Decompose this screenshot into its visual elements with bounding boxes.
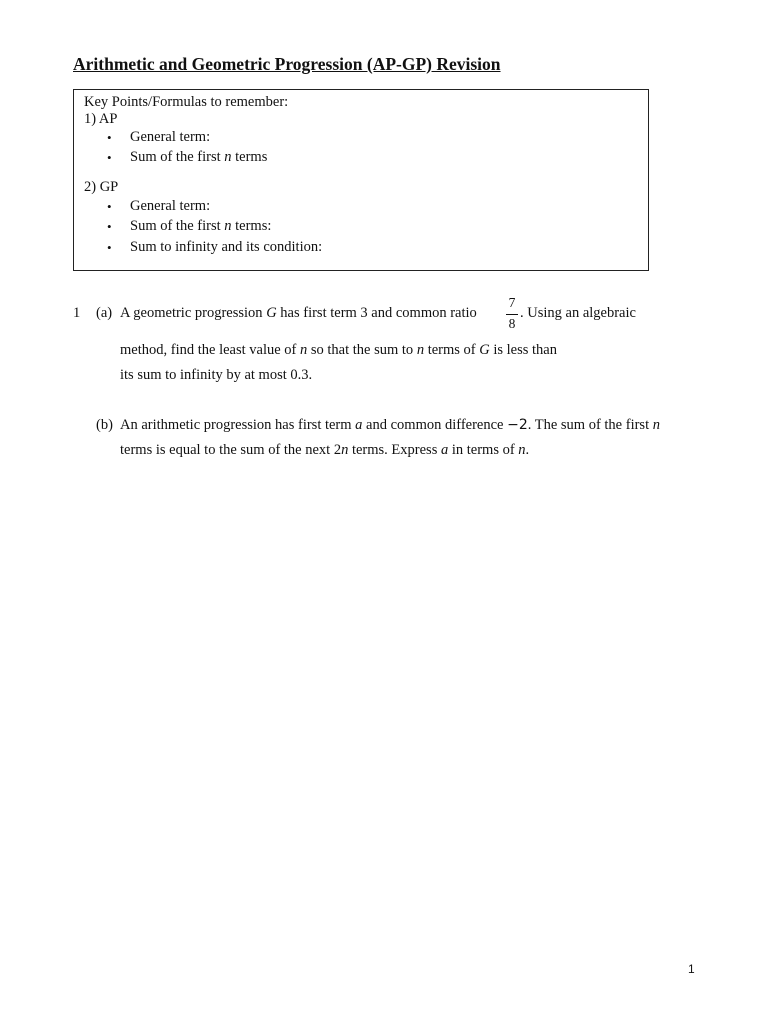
key-points-box	[73, 89, 649, 271]
key-points-heading: Key Points/Formulas to remember:	[84, 94, 289, 110]
bullet-icon: •	[107, 199, 112, 214]
ap-label: 1) AP	[84, 111, 118, 127]
question-number: 1	[73, 305, 81, 321]
part-b-label: (b)	[96, 417, 113, 433]
gp-label: 2) GP	[84, 179, 119, 195]
part-a-line3: its sum to infinity by at most 0.3.	[120, 367, 313, 383]
gp-sum-n-terms: Sum of the first n terms:	[130, 218, 272, 234]
part-a-line1-end: . Using an algebraic	[520, 305, 636, 321]
fraction-numerator: 7	[508, 295, 516, 310]
ap-sum-n-terms: Sum of the first n terms	[130, 149, 268, 165]
gp-general-term: General term:	[130, 198, 211, 214]
part-a-line2: method, find the least value of n so that the sum to n terms of G is less than	[120, 342, 557, 358]
part-a-label: (a)	[96, 305, 113, 321]
part-b-line1: An arithmetic progression has first term a and common difference −2. The sum of the first n	[120, 417, 660, 433]
bullet-icon: •	[107, 219, 112, 234]
fraction-denominator: 8	[508, 316, 516, 331]
bullet-icon: •	[107, 150, 112, 165]
page-title: Arithmetic and Geometric Progression (AP-GP) Revision	[73, 54, 501, 74]
gp-sum-to-infinity: Sum to infinity and its condition:	[130, 239, 323, 255]
bullet-icon: •	[107, 130, 112, 145]
bullet-icon: •	[107, 240, 112, 255]
page-number: 1	[688, 962, 695, 976]
fraction-bar	[506, 314, 518, 315]
part-b-line2: terms is equal to the sum of the next 2n terms. Express a in terms of n.	[120, 442, 530, 458]
ap-general-term: General term:	[130, 129, 211, 145]
part-a-line1: A geometric progression G has first term 3 and common ratio	[120, 305, 477, 321]
